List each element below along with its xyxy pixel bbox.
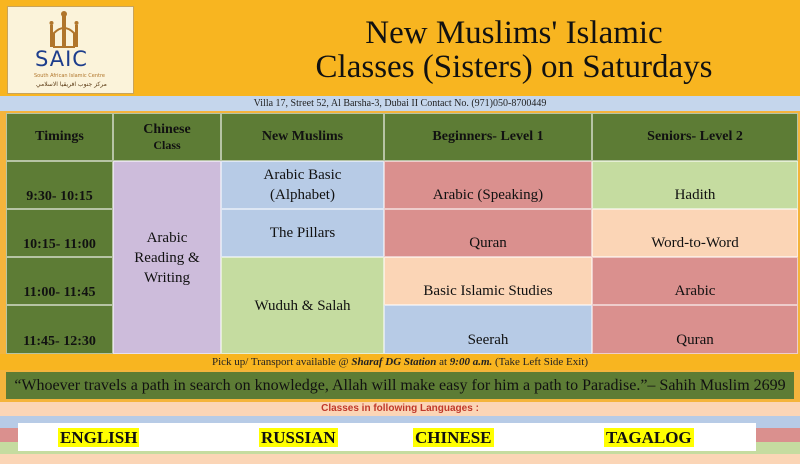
new-muslims-cell: The Pillars xyxy=(221,209,384,257)
hadith-quote: “Whoever travels a path in search on knowledge, Allah will make easy for him a path to Paradise.”– Sahih Muslim 2699 xyxy=(6,372,794,399)
beginners-cell: Quran xyxy=(384,209,592,257)
logo-subtitle: South African Islamic Centre xyxy=(34,73,105,79)
language-item: CHINESE xyxy=(415,428,492,447)
header-chinese-class xyxy=(113,113,221,161)
logo-arabic-text: مركز جنوب افريقيا الاسلامي xyxy=(36,81,107,88)
header-chinese-line1: Chinese xyxy=(143,121,191,137)
language-item: ENGLISH xyxy=(60,428,138,447)
header-chinese-line2: Class xyxy=(153,137,181,152)
header-timings: Timings xyxy=(6,113,113,161)
schedule-table xyxy=(6,113,798,354)
language-item: RUSSIAN xyxy=(261,428,336,447)
title-line-2: Classes (Sisters) on Saturdays xyxy=(315,49,713,85)
header-new-muslims: New Muslims xyxy=(221,113,384,161)
chinese-class-cell: Arabic Reading & Writing xyxy=(113,161,221,354)
header-seniors: Seniors- Level 2 xyxy=(592,113,798,161)
beginners-cell: Arabic (Speaking) xyxy=(384,161,592,209)
mosque-logo-icon xyxy=(34,11,94,51)
pickup-time: 9:00 a.m. xyxy=(449,356,493,368)
header xyxy=(0,0,800,97)
beginners-cell: Seerah xyxy=(384,305,592,354)
logo-text: SAIC xyxy=(35,47,88,71)
header-beginners: Beginners- Level 1 xyxy=(384,113,592,161)
languages-title: Classes in following Languages : xyxy=(0,402,800,416)
seniors-cell: Hadith xyxy=(592,161,798,209)
seniors-cell: Arabic xyxy=(592,257,798,305)
timing-cell: 11:00- 11:45 xyxy=(6,257,113,305)
pickup-at: at xyxy=(439,356,448,368)
pickup-station: Sharaf DG Station xyxy=(351,356,437,368)
saic-logo xyxy=(7,6,134,94)
address-bar: Villa 17, Street 52, Al Barsha-3, Dubai II Contact No. (971)050-8700449 xyxy=(0,96,800,111)
timing-cell: 11:45- 12:30 xyxy=(6,305,113,354)
timing-cell: 10:15- 11:00 xyxy=(6,209,113,257)
language-item: TAGALOG xyxy=(606,428,692,447)
page-title xyxy=(238,16,790,84)
pickup-suffix: (Take Left Side Exit) xyxy=(495,356,589,368)
beginners-cell: Basic Islamic Studies xyxy=(384,257,592,305)
title-line-1: New Muslims' Islamic xyxy=(365,15,663,51)
stripe-peach xyxy=(0,454,800,464)
seniors-cell: Word-to-Word xyxy=(592,209,798,257)
new-muslims-cell: Arabic Basic (Alphabet) xyxy=(221,161,384,209)
timing-cell: 9:30- 10:15 xyxy=(6,161,113,209)
pickup-info xyxy=(0,354,800,370)
new-muslims-cell: Wuduh & Salah xyxy=(221,257,384,354)
pickup-prefix: Pick up/ Transport available @ xyxy=(211,356,349,368)
seniors-cell: Quran xyxy=(592,305,798,354)
